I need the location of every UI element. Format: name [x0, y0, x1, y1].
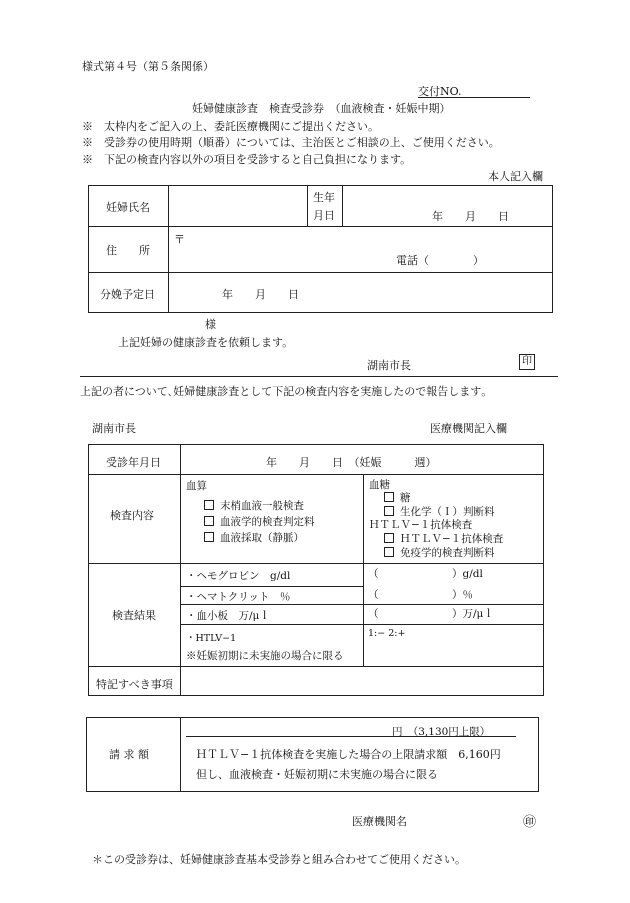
billing-amount-field[interactable]: 円 （3,130円上限） — [392, 726, 491, 738]
report-text: 上記の者について､妊婦健康診査として下記の検査内容を実施したので報告します｡ — [80, 385, 487, 398]
checkbox-icon — [204, 516, 214, 526]
birth-date-field[interactable]: 年 月 日 — [432, 210, 509, 223]
clinic-seal-mark: ㊞ — [523, 815, 537, 830]
check-item-hematology-judgment[interactable]: 血液学的検査判定料 — [204, 514, 315, 529]
check-item-blood-collection[interactable]: 血液採取（静脈） — [204, 530, 304, 545]
birth-label-2: 月日 — [313, 209, 335, 222]
checkbox-icon — [204, 532, 214, 542]
issue-number-underline — [418, 97, 530, 98]
special-notes-field[interactable] — [182, 668, 542, 694]
self-entry-label: 本人記入欄 — [488, 170, 543, 183]
exam-date-field[interactable]: 年 月 日 （妊娠 週） — [266, 456, 437, 469]
form-number: 様式第４号（第５条関係） — [82, 60, 214, 73]
check-item-peripheral-blood[interactable]: 末梢血液一般検査 — [204, 498, 304, 513]
clinic-entry-label: 医療機関記入欄 — [430, 422, 507, 435]
checkbox-icon — [384, 547, 394, 557]
seal-box: 印 — [519, 354, 535, 370]
due-date-field[interactable]: 年 月 日 — [222, 288, 299, 301]
address-label: 住 所 — [106, 244, 150, 257]
check-item-sugar[interactable]: 糖 — [384, 490, 411, 505]
address-field[interactable] — [190, 229, 548, 249]
htlv-result-label: ・HTLV−1 — [186, 633, 237, 644]
name-label: 妊婦氏名 — [106, 201, 150, 214]
platelet-value[interactable]: （ ）万/μｌ — [368, 608, 494, 620]
mayor-label-2: 湖南市長 — [92, 422, 136, 435]
hematocrit-value[interactable]: （ ）％ — [368, 589, 473, 601]
request-text: 上記妊婦の健康診査を依頼します。 — [118, 336, 294, 349]
note-1: ※ 太枠内をご記入の上、委託医療機関にご提出ください。 — [82, 120, 379, 133]
blood-sugar-heading: 血糖 — [369, 479, 390, 491]
check-item-immunology-judgment[interactable]: 免疫学的検査判断料 — [384, 545, 495, 560]
special-notes-label: 特記すべき事項 — [96, 678, 173, 691]
billing-condition: 但し、血液検査・妊娠初期に未実施の場合に限る — [196, 768, 438, 781]
name-field[interactable] — [170, 188, 306, 224]
hemoglobin-label: ・ヘモグロビン g/dl — [186, 570, 291, 582]
billing-label: 請 求 額 — [109, 748, 149, 761]
phone-field[interactable]: 電話（ ） — [396, 254, 484, 267]
mayor-label: 湖南市長 — [367, 359, 411, 372]
footer-note: ＊この受診券は、妊婦健康診査基本受診券と組み合わせてご使用ください。 — [92, 853, 466, 866]
honorific: 様 — [205, 318, 216, 331]
checkbox-icon — [204, 500, 214, 510]
note-3: ※ 下記の検査内容以外の項目を受診すると自己負担になります。 — [82, 153, 412, 166]
htlv-result-note: ※妊娠初期に未実施の場合に限る — [186, 650, 344, 662]
postal-mark: 〒 — [174, 233, 185, 246]
hemoglobin-value[interactable]: （ ）g/dl — [368, 568, 483, 580]
checkbox-icon — [384, 533, 394, 543]
checkbox-icon — [384, 492, 394, 502]
clinic-name-label: 医療機関名 — [352, 815, 407, 828]
hematocrit-label: ・ヘマトクリット ％ — [186, 591, 291, 603]
htlv-result-value[interactable]: 1:− 2:+ — [368, 628, 406, 639]
birth-label-1: 生年 — [313, 191, 335, 204]
blood-count-heading: 血算 — [186, 480, 207, 492]
billing-htlv-cap: ＨＴＬＶ−１抗体検査を実施した場合の上限請求額 6,160円 — [196, 748, 501, 761]
htlv-heading: ＨＴＬＶ−１抗体検査 — [369, 519, 473, 531]
platelet-label: ・血小板 万/μｌ — [186, 610, 270, 622]
due-date-label: 分娩予定日 — [100, 288, 155, 301]
exam-content-label: 検査内容 — [110, 509, 154, 522]
divider-line — [80, 376, 558, 377]
form-title: 妊婦健康診査 検査受診券 （血液検査・妊娠中期） — [192, 102, 451, 115]
checkbox-icon — [384, 506, 394, 516]
exam-result-label: 検査結果 — [112, 609, 156, 622]
note-2: ※ 受診券の使用時期（順番）については、主治医とご相談の上、ご使用ください。 — [82, 136, 500, 149]
check-item-biochem-judgment[interactable]: 生化学（Ｉ）判断料 — [384, 504, 495, 519]
exam-date-label: 受診年月日 — [106, 456, 161, 469]
issue-number-label: 交付NO. — [418, 85, 462, 98]
check-item-htlv[interactable]: ＨＴＬＶ−１抗体検査 — [384, 531, 503, 546]
